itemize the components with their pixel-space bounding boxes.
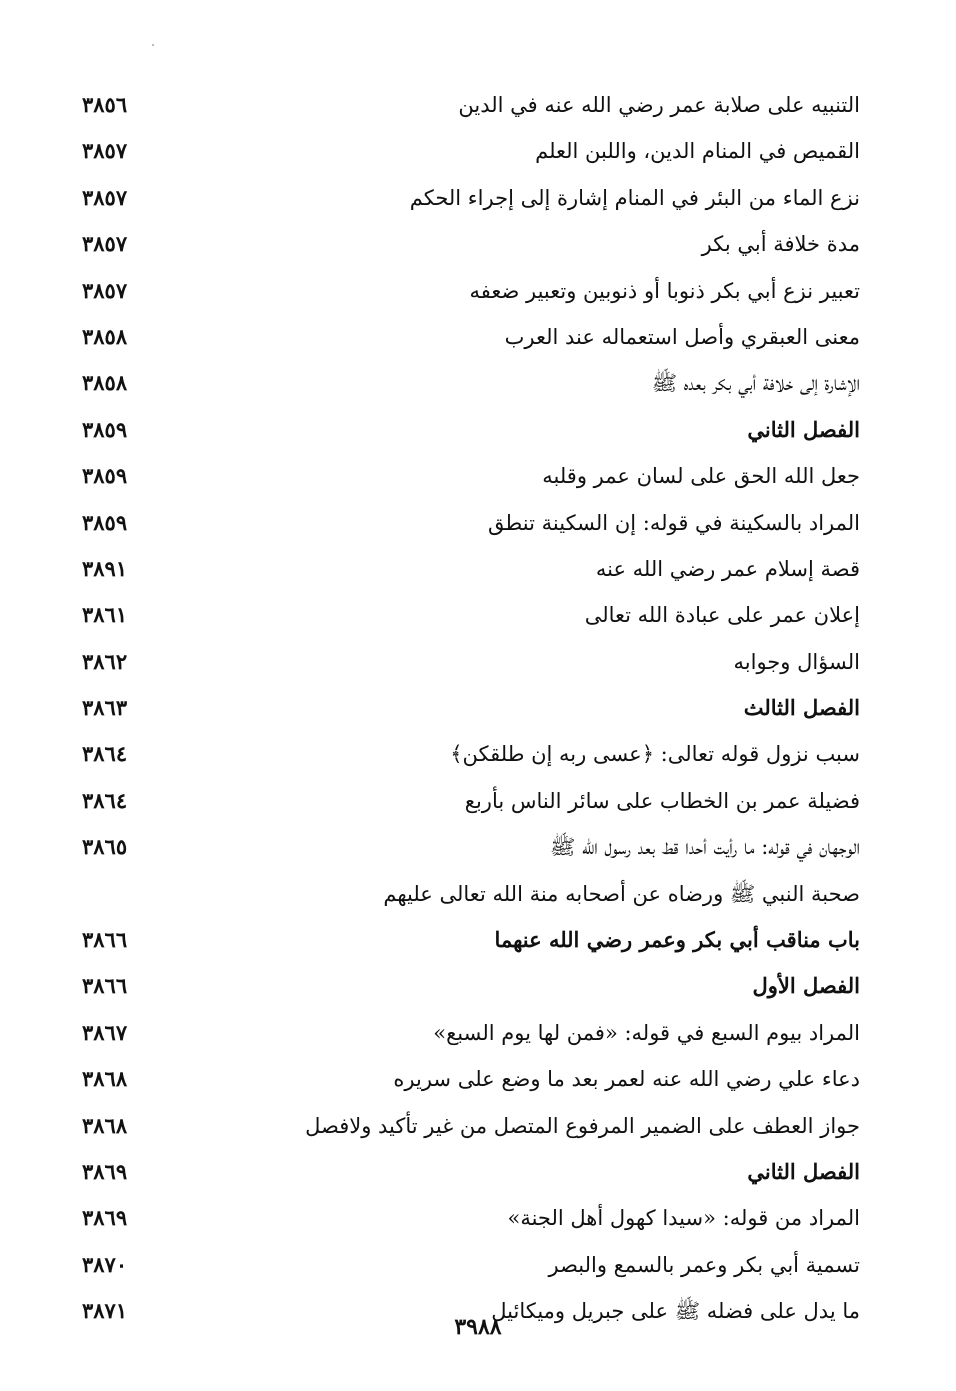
page-number: ٣٨٦٧ [82,1019,128,1045]
entry-title: سبب نزول قوله تعالى: ﴿عسى ربه إن طلقكن﴾ [450,742,860,767]
toc-entry-row [60,1195,860,1241]
table-of-contents [60,82,860,1335]
page-number: ٣٨٦٣ [82,695,128,721]
page-number: ٣٨٦٩ [82,1205,128,1231]
toc-entry-row [60,1242,860,1288]
toc-entry-row [60,360,860,406]
entry-title: إعلان عمر على عبادة الله تعالى [584,603,860,628]
page-number: ٣٨٦٨ [82,1066,128,1092]
toc-entry-row [60,592,860,638]
entry-title: فضيلة عمر بن الخطاب على سائر الناس بأربع [464,788,860,813]
toc-entry-row [60,731,860,777]
toc-heading-row [60,407,860,453]
scan-speck [152,44,154,46]
entry-title: جعل الله الحق على لسان عمر وقلبه [542,464,860,489]
entry-title: دعاء علي رضي الله عنه لعمر بعد ما وضع على سريره [393,1067,860,1092]
toc-heading-row [60,963,860,1009]
toc-entry-row [60,639,860,685]
page-number-footer: ٣٩٨٨ [454,1314,502,1340]
page-number: ٣٨٦١ [82,602,128,628]
entry-title: القميص في المنام الدين، واللبن العلم [535,139,860,164]
section-heading: باب مناقب أبي بكر وعمر رضي الله عنهما [494,927,860,953]
page-number: ٣٨٦٤ [82,741,128,767]
toc-entry-row [60,778,860,824]
page-number: ٣٨٦٦ [82,927,128,953]
page-number: ٣٨٦٨ [82,1112,128,1138]
toc-entry-row [60,453,860,499]
toc-entry-row [60,1056,860,1102]
entry-title: معنى العبقري وأصل استعماله عند العرب [504,324,860,349]
page-number: ٣٨٥٧ [82,277,128,303]
entry-title: تعبير نزع أبي بكر ذنوبا أو ذنوبين وتعبير ضعفه [469,278,860,303]
entry-title: السؤال وجوابه [733,649,860,674]
toc-entry-row [60,824,860,870]
page-number: ٣٨٥٧ [82,138,128,164]
entry-title: قصة إسلام عمر رضي الله عنه [595,556,860,581]
entry-title: الوجهان في قوله: ما رأيت أحدا قط بعد رسول الله ﷺ [550,835,860,860]
page-number: ٣٨٦٩ [82,1158,128,1184]
entry-title: الإشارة إلى خلافة أبي بكر بعده ﷺ [651,371,860,396]
section-heading: الفصل الثالث [743,695,860,721]
page-number: ٣٨٥٨ [82,370,128,396]
section-heading: الفصل الثاني [747,416,860,442]
entry-title: تسمية أبي بكر وعمر بالسمع والبصر [548,1252,860,1277]
page-number: ٣٨٥٦ [82,92,128,117]
entry-title: المراد من قوله: «سيدا كهول أهل الجنة» [507,1206,860,1231]
entry-title: جواز العطف على الضمير المرفوع المتصل من غير تأكيد ولافصل [305,1113,860,1138]
toc-entry-row [60,82,860,128]
toc-entry-row [60,1103,860,1149]
page-number: ٣٨٧١ [82,1298,128,1324]
page-number: ٣٨٧٠ [82,1251,128,1277]
toc-entry-row [60,314,860,360]
page-number: ٣٨٥٩ [82,416,128,442]
toc-entry-row [60,221,860,267]
page-number: ٣٨٥٩ [82,509,128,535]
page-number: ٣٨٥٩ [82,463,128,489]
page-number: ٣٨٩١ [82,555,128,581]
toc-heading-row [60,917,860,963]
toc-entry-row [60,546,860,592]
page-number: ٣٨٥٨ [82,323,128,349]
toc-entry-row [60,268,860,314]
entry-title: مدة خلافة أبي بكر [701,232,860,257]
toc-entry-row [60,500,860,546]
toc-entry-row [60,1010,860,1056]
entry-title: المراد بالسكينة في قوله: إن السكينة تنطق [488,510,860,535]
page-number: ٣٨٦٢ [82,648,128,674]
page-number: ٣٨٥٧ [82,184,128,210]
toc-entry-row [60,871,860,917]
section-heading: الفصل الثاني [747,1158,860,1184]
toc-heading-row [60,1149,860,1195]
entry-title: نزع الماء من البئر في المنام إشارة إلى إجراء الحكم [409,185,860,210]
page-number: ٣٨٦٤ [82,787,128,813]
toc-entry-row [60,128,860,174]
section-heading: الفصل الأول [752,973,860,999]
page-number: ٣٨٦٥ [82,834,128,860]
entry-title: المراد بيوم السبع في قوله: «فمن لها يوم السبع» [433,1020,860,1045]
entry-title: التنبيه على صلابة عمر رضي الله عنه في الدين [458,93,860,117]
entry-title: صحبة النبي ﷺ ورضاه عن أصحابه منة الله تعالى عليهم [383,881,860,906]
page-number: ٣٨٦٦ [82,973,128,999]
page-number: ٣٨٥٧ [82,231,128,257]
toc-entry-row [60,175,860,221]
toc-heading-row [60,685,860,731]
entry-title: ما يدل على فضله ﷺ على جبريل وميكائيل [491,1299,860,1324]
